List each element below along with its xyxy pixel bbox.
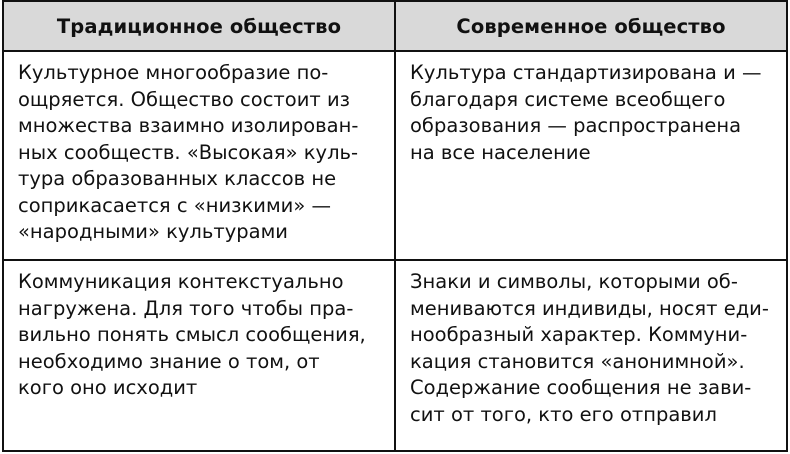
text-line: сит от того, кто его отправил [410,402,717,426]
text-line: на все население [410,140,591,164]
text-line: образования — распространена [410,114,742,138]
text-line: нообразный характер. Коммуни- [410,323,748,347]
table-row [3,51,787,260]
text-line: вильно понять смысл сообщения, [18,323,366,347]
text-line: Культура стандартизирована и — [410,61,762,85]
text-line: кого оно исходит [18,376,198,400]
text-line: ных сообществ. «Высокая» куль- [18,140,359,164]
text-line: необходимо знание о том, от [18,349,320,373]
text-line: Коммуникация контекстуально [18,270,344,294]
table-header-row [3,1,787,51]
text-line: множества взаимно изолирован- [18,114,359,138]
text-line: Культурное многообразие по- [18,61,329,85]
header-traditional-society: Традиционное общество [3,1,395,51]
text-line: мениваются индивиды, носят еди- [410,296,769,320]
comparison-table [2,0,788,452]
table-row [3,260,787,451]
text-line: Знаки и символы, которыми об- [410,270,738,294]
text-line: нагружена. Для того чтобы пра- [18,296,354,320]
text-line: тура образованных классов не [18,167,337,191]
text-line: кация становится «анонимной». [410,349,745,373]
cell-traditional-communication [3,260,395,451]
header-modern-society: Современное общество [395,1,787,51]
text-line: ощряется. Общество состоит из [18,87,350,111]
text-line: Содержание сообщения не зави- [410,376,752,400]
cell-modern-communication [395,260,787,451]
text-line: «народными» культурами [18,220,288,244]
text-line: соприкасается с «низкими» — [18,193,331,217]
cell-modern-culture [395,51,787,260]
text-line: благодаря системе всеобщего [410,87,726,111]
cell-traditional-culture [3,51,395,260]
